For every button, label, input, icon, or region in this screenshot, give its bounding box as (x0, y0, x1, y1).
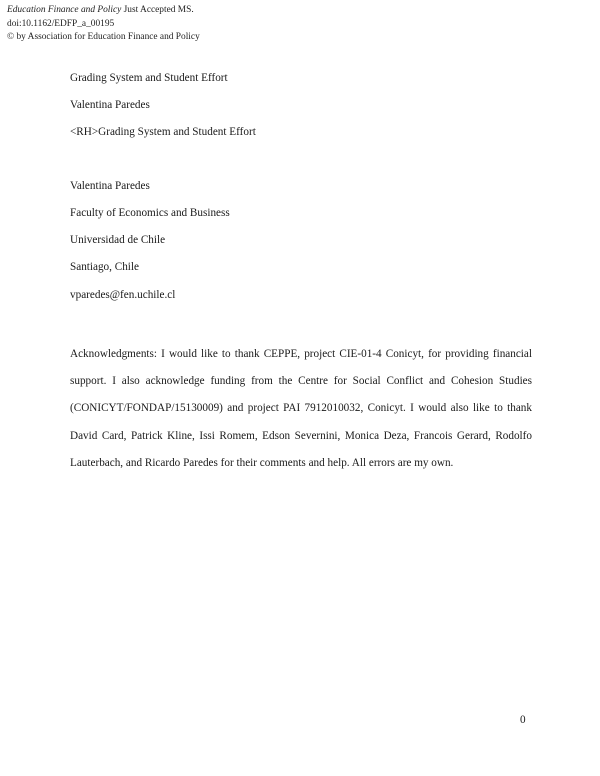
manuscript-status: Just Accepted MS. (121, 5, 194, 15)
journal-name: Education Finance and Policy (7, 5, 122, 15)
running-head: <RH>Grading System and Student Effort (70, 126, 256, 138)
journal-header (7, 4, 200, 45)
affiliation-city: Santiago, Chile (70, 261, 139, 273)
affiliation-faculty: Faculty of Economics and Business (70, 207, 230, 219)
copyright-line: © by Association for Education Finance and Policy (7, 32, 200, 42)
author-email: vparedes@fen.uchile.cl (70, 289, 176, 301)
affiliation-name: Valentina Paredes (70, 180, 150, 192)
paper-title: Grading System and Student Effort (70, 72, 228, 84)
acknowledgments-paragraph: Acknowledgments: I would like to thank CEPPE, project CIE-01-4 Conicyt, for providing financial support. I also acknowledge funding from the Centre for Social Conflict and Cohesion Studies (CONICYT/FONDAP/15130009) and project PAI 7912010032, Conicyt. I would also like to thank David Card, Patrick Kline, Issi Romem, Edson Severnini, Monica Deza, Francois Gerard, Rodolfo Lauterbach, and Ricardo Paredes for their comments and help. All errors are my own. (70, 348, 532, 469)
journal-line (7, 4, 200, 18)
page-number: 0 (520, 714, 526, 726)
author-name: Valentina Paredes (70, 99, 150, 111)
affiliation-university: Universidad de Chile (70, 234, 166, 246)
doi-line: doi:10.1162/EDFP_a_00195 (7, 18, 115, 29)
